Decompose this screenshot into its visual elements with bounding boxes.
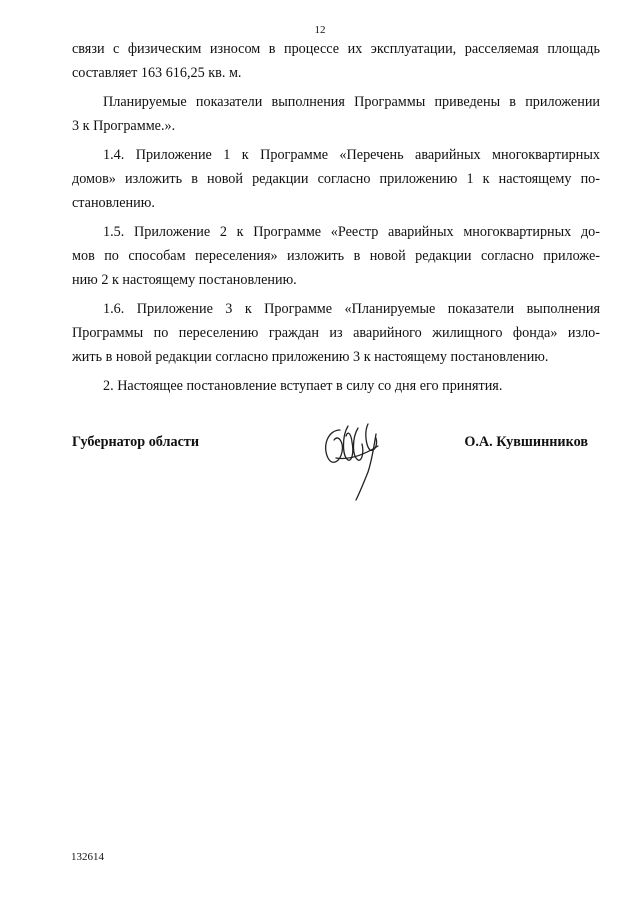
signatory-position: Губернатор области	[72, 434, 200, 450]
text-line: мов по способам переселения» изложить в новой редакции согласно приложе-	[72, 248, 600, 264]
text-line: 3 к Программе.».	[72, 118, 176, 134]
handwritten-signature-icon	[318, 416, 398, 506]
text-line: составляет 163 616,25 кв. м.	[72, 65, 242, 81]
text-line: жить в новой редакции согласно приложению 3 к настоящему постановлению.	[72, 349, 549, 365]
text-line: 1.5. Приложение 2 к Программе «Реестр аварийных многоквартирных до-	[103, 224, 600, 240]
text-line: Программы по переселению граждан из аварийного жилищного фонда» изло-	[72, 325, 600, 341]
text-line: домов» изложить в новой редакции согласно приложению 1 к настоящему по-	[72, 171, 600, 187]
document-code: 132614	[71, 851, 104, 863]
text-line: связи с физическим износом в процессе их эксплуатации, расселяемая площадь	[72, 41, 600, 57]
text-line: 1.4. Приложение 1 к Программе «Перечень аварийных многоквартирных	[103, 147, 600, 163]
page-number: 12	[314, 24, 326, 36]
text-line: становлению.	[72, 195, 155, 211]
text-line: Планируемые показатели выполнения Программы приведены в приложении	[103, 94, 600, 110]
text-line: нию 2 к настоящему постановлению.	[72, 272, 297, 288]
text-line: 2. Настоящее постановление вступает в силу со дня его принятия.	[103, 378, 503, 394]
text-line: 1.6. Приложение 3 к Программе «Планируемые показатели выполнения	[103, 301, 600, 317]
signatory-name: О.А. Кувшинников	[464, 434, 588, 450]
